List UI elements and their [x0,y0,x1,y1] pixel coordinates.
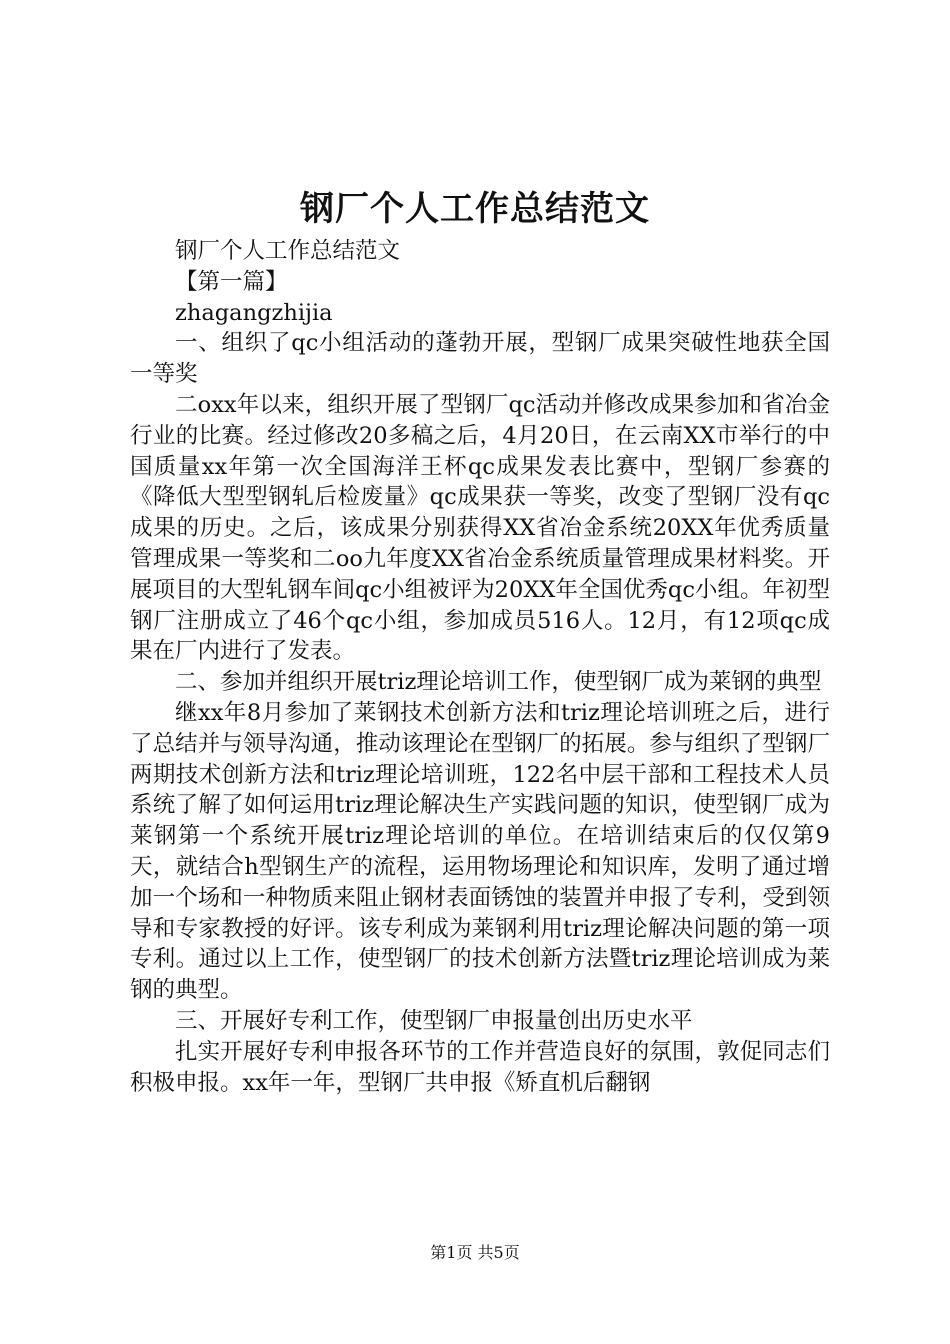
paragraph: 二、参加并组织开展triz理论培训工作，使型钢厂成为莱钢的典型 [175,669,822,696]
paragraph: 扎实开展好专利申报各环节的工作并营造良好的氛围，敦促同志们积极申报。xx年一年，型钢厂共申报《矫直机后翻钢 [130,1038,830,1096]
document-body [130,236,830,1098]
page-footer: 第1页 共5页 [430,1243,520,1262]
document-title: 钢厂个人工作总结范文 [300,189,650,229]
paragraph: 钢厂个人工作总结范文 [175,238,401,264]
paragraph: zhagangzhijia [175,299,333,326]
paragraph: 继xx年8月参加了莱钢技术创新方法和triz理论培训班之后，进行了总结并与领导沟通，推动该理论在型钢厂的拓展。参与组织了型钢厂两期技术创新方法和triz理论培训班，122名中层干部和工程技术人员系统了解了如何运用triz理论解决生产实践问题的知识，使型钢厂成为莱钢第一个系统开展triz理论培训的单位。在培训结束后的仅仅第9天，就结合h型钢生产的流程，运用物场理论和知识库，发明了通过增加一个场和一种物质来阻止钢材表面锈蚀的装置并申报了专利，受到领导和专家教授的好评。该专利成为莱钢利用triz理论解决问题的第一项专利。通过以上工作，使型钢厂的技术创新方法暨triz理论培训成为莱钢的典型。 [130,699,830,1004]
paragraph: 二oxx年以来，组织开展了型钢厂qc活动并修改成果参加和省冶金行业的比赛。经过修改20多稿之后，4月20日，在云南XX市举行的中国质量xx年第一次全国海洋王杯qc成果发表比赛中，型钢厂参赛的《降低大型型钢轧后检废量》qc成果获一等奖，改变了型钢厂没有qc成果的历史。之后，该成果分别获得XX省冶金系统20XX年优秀质量管理成果一等奖和二oo九年度XX省冶金系统质量管理成果材料奖。开展项目的大型轧钢车间qc小组被评为20XX年全国优秀qc小组。年初型钢厂注册成立了46个qc小组，参加成员516人。12月，有12项qc成果在厂内进行了发表。 [130,391,830,665]
paragraph: 三、开展好专利工作，使型钢厂申报量创出历史水平 [175,1007,693,1034]
paragraph: 一、组织了qc小组活动的蓬勃开展，型钢厂成果突破性地获全国一等奖 [130,330,830,388]
paragraph: 【第一篇】 [175,268,288,295]
